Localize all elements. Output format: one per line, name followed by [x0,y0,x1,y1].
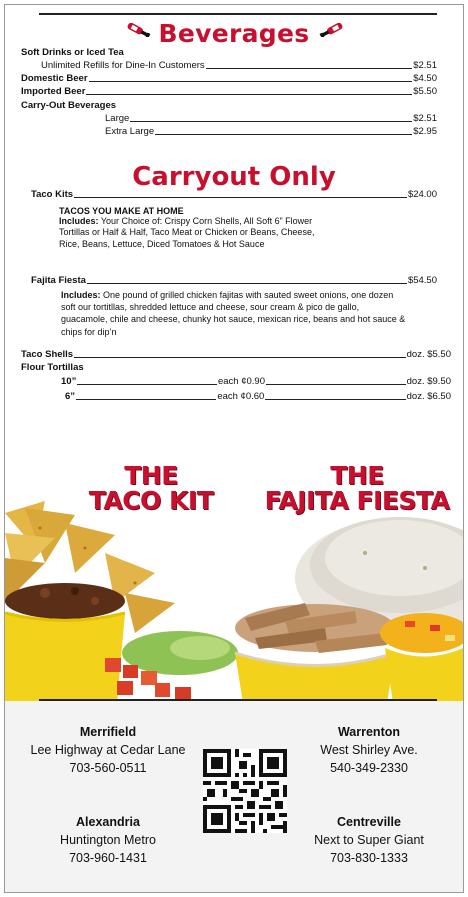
leader-line [74,197,407,198]
ten-inch-label: 10” [61,376,77,387]
extra-large-price: $2.95 [413,126,437,137]
leader-line [265,399,405,400]
location-merrifield [18,723,198,777]
beverages-title: Beverages [158,19,310,48]
fajita-fiesta-price: $54.50 [407,275,437,286]
soft-drinks-price: $2.51 [413,60,437,71]
location-name: Centreville [337,815,401,829]
location-name: Alexandria [76,815,140,829]
taco-kits-includes: Your Choice of: Crispy Corn Shells, All Soft 6” Flower Tortillas or Half & Half, Taco Meat or Chicken or Beans, Cheese, Rice, Beans, Lettuce, Diced Tomatoes & Hot Sauce [59,216,315,249]
locations-footer [5,701,463,893]
location-address: West Shirley Ave. [320,743,418,757]
soft-drinks-sublabel: Unlimited Refills for Dine-In Customers [41,60,205,71]
six-inch-label: 6” [65,391,76,402]
six-inch-doz: doz. $6.50 [406,391,451,402]
taco-kits-subheading: TACOS YOU MAKE AT HOME [59,206,184,216]
taco-shells-row [21,349,451,360]
ten-inch-doz: doz. $9.50 [406,376,451,387]
peppers-onions-image [380,613,463,703]
taco-shells-label: Taco Shells [21,349,74,360]
fajita-fiesta-description [61,289,407,338]
leader-line [266,384,406,385]
taco-kits-description [59,216,321,250]
soft-drinks-row [41,60,437,71]
location-address: Huntington Metro [60,833,156,847]
location-phone[interactable]: 703-830-1333 [330,851,408,865]
location-phone[interactable]: 540-349-2330 [330,761,408,775]
ten-inch-each: each ¢0.90 [217,376,265,387]
taco-kits-label: Taco Kits [31,189,74,200]
six-inch-row [65,391,451,402]
location-address: Lee Highway at Cedar Lane [30,743,186,757]
qr-code-icon[interactable] [203,749,287,833]
location-centreville [279,813,459,867]
taco-meat-cup-image [5,583,125,703]
fajita-fiesta-label: Fajita Fiesta [31,275,86,286]
carry-out-beverages-label: Carry-Out Beverages [21,100,117,111]
six-inch-each: each ¢0.60 [217,391,265,402]
leader-line [87,283,407,284]
extra-large-row [105,126,437,137]
location-warrenton [279,723,459,777]
leader-line [74,357,406,358]
fajita-fiesta-includes: One pound of grilled chicken fajitas with sauted sweet onions, one dozen soft our tortitllas, shredded lettuce and cheese, sour cream & pico de gallo, guacamole, chile and cheese, chunky hot sauce, mexican rice, beans and hot sauce & chips for dip’n [61,290,406,337]
leader-line [77,384,217,385]
leader-line [155,134,412,135]
fajita-chicken-image [235,603,395,703]
taco-kit-title-line-2: TACO KIT [88,486,214,515]
location-phone[interactable]: 703-560-0511 [69,761,147,775]
extra-large-label: Extra Large [105,126,155,137]
location-alexandria [18,813,198,867]
large-price: $2.51 [413,113,437,124]
taco-kit-title-line-1: THE [124,461,178,490]
imported-beer-row [21,86,437,97]
location-name: Warrenton [337,725,401,739]
domestic-beer-row [21,73,437,84]
includes-label: Includes: [59,216,99,226]
imported-beer-label: Imported Beer [21,86,86,97]
soft-drinks-label: Soft Drinks or Iced Tea [21,47,124,58]
lettuce-tomato-image [105,631,238,699]
taco-kits-price: $24.00 [407,189,437,200]
includes-label: Includes: [61,290,101,300]
bottle-icon [317,23,345,37]
location-phone[interactable]: 703-960-1431 [69,851,147,865]
top-divider [39,13,437,15]
leader-line [206,68,413,69]
large-row [105,113,437,124]
large-label: Large [105,113,130,124]
fajita-title-line-2: FAJITA FIESTA [264,486,450,515]
domestic-beer-price: $4.50 [413,73,437,84]
menu-page [4,4,464,893]
imported-beer-price: $5.50 [413,86,437,97]
taco-kits-row [31,189,437,200]
leader-line [89,81,413,82]
flour-tortillas-label: Flour Tortillas [21,362,84,373]
fajita-title-line-1: THE [330,461,384,490]
carryout-title: Carryout Only [132,162,336,192]
location-name: Merrifield [79,725,137,739]
taco-shells-price: doz. $5.50 [406,349,451,360]
ten-inch-row [61,376,451,387]
leader-line [130,121,412,122]
leader-line [86,94,412,95]
food-photo [5,453,463,703]
leader-line [76,399,216,400]
domestic-beer-label: Domestic Beer [21,73,88,84]
fajita-fiesta-row [31,275,437,286]
location-address: Next to Super Giant [314,833,424,847]
